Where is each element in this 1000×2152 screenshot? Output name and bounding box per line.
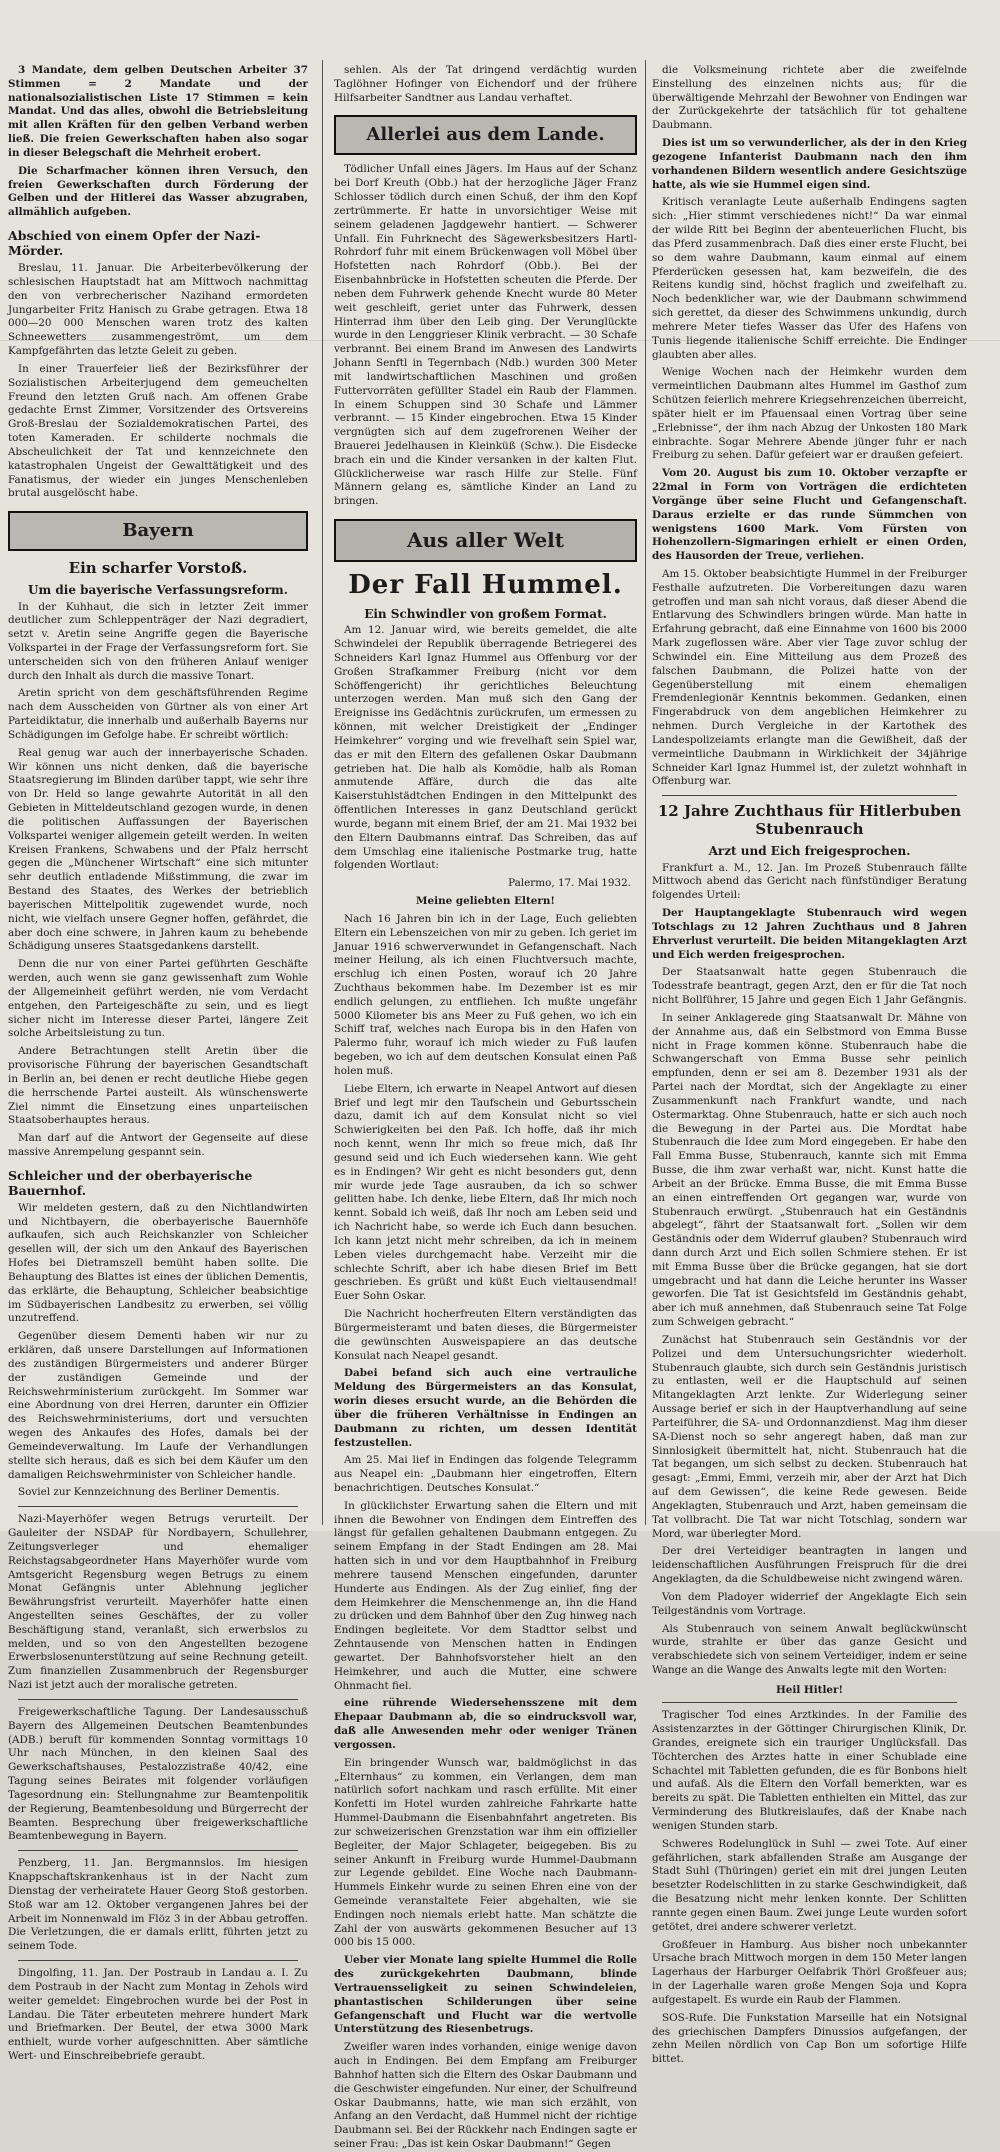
article-intro-2: Die Scharfmacher können ihren Versuch, den freien Gewerkschaften durch Förderung der Gelben und der Hitlerei das Wasser abzugraben, allmählich aufgeben. (8, 164, 308, 219)
paragraph: Als Stubenrauch von seinem Anwalt beglückwünscht wurde, strahlte er über das ganze Gesicht und verabschiedete sich von seinem Verteidiger, indem er seine Wange an die Wange des Anwalts legte mit den Worten: (652, 1622, 967, 1676)
divider (662, 1702, 957, 1703)
paragraph-bold: eine rührende Wiedersehensszene mit dem Ehepaar Daubmann ab, die so eindrucksvoll war, daß alle Anwesenden mehr oder weniger Tränen vergossen. (334, 1697, 637, 1751)
headline-abschied: Abschied von einem Opfer der Nazi-Mörder. (8, 228, 261, 259)
paragraph: In seiner Anklagerede ging Staatsanwalt Dr. Mähne von der Annahme aus, daß ein Selbstmord von Emma Busse nicht in Frage kommen könne. Stubenrauch habe die Schwangerschaft von Emma Busse sehr peinlich empfunden, denn er sei am 8. Dezember 1931 als der Partei nach der Mordtat, sich der Angeklagte zu einer Zusammenkunft nach Frankfurt wandte, und nach Ostermarktag. Ohne Stubenrauch, hatte er sich auch noch die Bewegung in der Partei aus. Die Mordtat habe Stubenrauch die Idee zum Mord eingegeben. Er habe den Fall Emma Busse, Stubenrauch, kannte sich mit Emma Busse, die ihm zwar verhaßt war, nicht. Kunst hatte die Arbeit an der Brücke. Emma Busse, die mit Emma Busse an einen eintreffenden Ort gegangen war, wurde von Stubenrauch erwürgt. „Stubenrauch hat ein Geständnis abgelegt“, fährt der Staatsanwalt fort. „Sollen wir dem Geständnis oder dem Widerruf glauben? Stubenrauch wird dann durch Arzt und Eich sollen Schmiere stehen. Er ist mit Emma Busse über die Brücke gegangen, hat sie dort umgebracht und hat dann die Leiche herunter ins Wasser geworfen. Die Tat ist Gesichtsfeld im Geständnis gehabt, aber ich muß annehmen, daß Stubenrauch seine Tat Folge zum Schweigen gebracht.“ (652, 1011, 967, 1329)
paragraph: Ein bringender Wunsch war, baldmöglichst in das „Elternhaus“ zu kommen, ein Verlangen, dem man natürlich sofort nachkam und rasch erfüllte. Mit einer Konfetti im Hotel wurden zahlreiche Fahrkarte hatte Hummel-Daubmann die Eisenbahnfahrt angetreten. Bis zur schweizerischen Grenzstation war ihm ein offizieller Begleiter, der Major Schlageter, beigegeben. Bis zu seiner Ankunft in Freiburg wurde Hummel-Daubmann zur Legende gebildet. Eine Woche nach Daubmann-Hummels Einkehr wurde zu seinen Ehren eine von der Gemeinde veranstaltete Feier abgehalten, wie sie Endingen noch niemals erlebt hatte. Man schätzte die Zahl der von auswärts gekommenen Besucher auf 13 000 bis 15 000. (334, 1756, 637, 1949)
column-left (8, 64, 308, 2063)
paragraph: Gegenüber diesem Dementi haben wir nur zu erklären, daß unsere Darstellungen auf Informationen des zuständigen Bürgermeisters und anderer Bürger der zuständigen Gemeinde und der Reichswehrministerium zurückgeht. Im Sommer war eine Abordnung von drei Herren, darunter ein Offizier des Reichswehrministeriums, dort und versuchten wegen des Ankaufes des Hofes, damals bei der Gemeindeverwaltung. Im Laufe der Verhandlungen stellte sich heraus, daß es sich bei dem Käufer um den damaligen Reichswehrminister von Schleicher handle. (8, 1330, 308, 1481)
section-banner-allerlei: Allerlei aus dem Lande. (334, 115, 637, 155)
subheadline-schwindler: Ein Schwindler von großem Format. (364, 606, 607, 621)
column-rule-2 (645, 60, 646, 1525)
section-banner-bayern: Bayern (8, 511, 308, 551)
divider (18, 1699, 298, 1700)
paragraph: In glücklichster Erwartung sahen die Eltern und mit ihnen die Bewohner von Endingen dem Eintreffen des längst für gefallen gehaltenen Daubmann entgegen. Zu seinem Empfang in der Stadt Endingen am 28. Mai hatten sich in und vor dem Hauptbahnhof in Freiburg mehrere tausend Menschen eingefunden, darunter Hunderte aus Endingen. Als der Zug einlief, fing der dem Heimkehrer die Menschenmenge an, ihn die Hand zu drücken und dem Bahnhof über den Zug hinweg nach Endingen begleitete. Vor dem Stadttor selbst und Zehntausende von Menschen hatten in Endingen gewartet. Der Bahnhofsvorsteher hielt an den Heimkehrer, und auch die Mutter, eine schwere Ohnmacht fiel. (334, 1499, 637, 1692)
paragraph-bold: Der Hauptangeklagte Stubenrauch wird wegen Totschlags zu 12 Jahren Zuchthaus und 8 Jahren Ehrverlust verurteilt. Die beiden Mitangeklagten Arzt und Eich werden freigesprochen. (652, 907, 967, 961)
news-item: Tragischer Tod eines Arztkindes. In der Familie des Assistenzarztes in der Göttinger Chirurgischen Klinik, Dr. Grandes, ereignete sich ein trauriger Unglücksfall. Das Töchterchen des Arztes hatte in einer Schublade eine Schachtel mit Tabletten gefunden, die es für Bonbons hielt und aufaß. Als die Eltern den Vorfall bemerkten, war es bereits zu spät. Die Tabletten enthielten ein Mittel, das zur Verminderung des Blutkreislaufes, daß der Knabe nach wenigen Stunden starb. (652, 1709, 967, 1832)
letter-date: Palermo, 17. Mai 1932. (508, 877, 631, 890)
paragraph: Man darf auf die Antwort der Gegenseite auf diese massive Anrempelung gespannt sein. (8, 1132, 308, 1158)
news-item: Nazi-Mayerhöfer wegen Betrugs verurteilt. Der Gauleiter der NSDAP für Nordbayern, Schullehrer, Zeitungsverleger und ehemaliger Reichstagsabgeordneter Hans Mayerhöfer wurde vom Amtsgericht Regensburg wegen Betrugs zu einem Monat Gefängnis unter Ablehnung jeglicher Bewährungsfrist verurteilt. Mayerhöfer hatte einen Angestellten seines Geschäftes, der zu voller Beschäftigung stand, veranlaßt, sich erwerbslos zu melden, und so von den Angestellten bezogene Erwerbslosenunterstützung auf seine Rechnung geteilt. Zum finanziellen Zusammenbruch der Regensburger Nazi ist jetzt auch der moralische getreten. (8, 1513, 308, 1692)
paragraph: Frankfurt a. M., 12. Jan. Im Prozeß Stubenrauch fällte Mittwoch abend das Gericht nach fünfstündiger Beratung folgendes Urteil: (652, 861, 967, 902)
paragraph-bold: Dies ist um so verwunderlicher, als der in den Krieg gezogene Infanterist Daubmann nach den ihm vorhandenen Bildern wesentlich andere Gesichtszüge hatte, als wie sie Hummel eigen sind. (652, 137, 967, 191)
headline-fall-hummel: Der Fall Hummel. (348, 569, 623, 600)
news-roundup: Tödlicher Unfall eines Jägers. Im Haus auf der Schanz bei Dorf Kreuth (Obb.) hat der herzogliche Jäger Franz Schlosser tödlich durch einen Schuß, der ihm den Kopf zertrümmerte. Er hatte in unvorsichtiger Weise mit seinem geladenen Jagdgewehr hantiert. — Schwerer Unfall. Ein Fuhrknecht des Sägewerksbesitzers Hartl-Rohrdorf fuhr mit einem Brückenwagen voll Möbel über Hofstetten nach Rohrdorf (Obb.). Bei der Eisenbahnbrücke in Hofstetten scheuten die Pferde. Der neben dem Fuhrwerk gehende Knecht wurde 80 Meter weit geschleift, geriet unter das Fuhrwerk, dessen Hinterrad ihm über den Leib ging. Der Verunglückte wurde in den Lenggrieser Klinik verbracht. — 30 Schafe verbrannt. Bei einem Brand im Anwesen des Landwirts Johann Senftl in Tegernbach (Ndb.) wurden 300 Meter mit landwirtschaftlichen Maschinen und großen Futtervorräten gefüllter Stadel ein Raub der Flammen. In einem Schuppen sind 30 Schafe und Lämmer verbrannt. — 15 Kinder eingebrochen. Etwa 15 Kinder vergnügten sich auf dem zugefrorenen Weiher der Brauerei Jedelhausen in Kleinküß (Schw.). Die Eisdecke brach ein und die Kinder versanken in der kalten Flut. Glücklicherweise war rasch Hilfe zur Stelle. Fünf Männern gelang es, sämtliche Kinder an Land zu bringen. (334, 163, 637, 508)
news-item: Penzberg, 11. Jan. Bergmannslos. Im hiesigen Knappschaftskrankenhaus ist in der Nacht zum Dienstag der verheiratete Hauer Georg Stoß gestorben. Stoß war am 12. Oktober vergangenen Jahres bei der Arbeit im Nonnenwald im Flöz 3 in der Abbau getroffen. Die Verletzungen, die er damals erlitt, führten jetzt zu seinem Tode. (8, 1857, 308, 1953)
paragraph: die Volksmeinung richtete aber die zweifelnde Einstellung des einzelnen nichts aus; für die überwältigende Mehrzahl der Bewohner von Endingen war der Zurückgekehrte der tatsächlich für tot gehaltene Daubmann. (652, 64, 967, 132)
paragraph: Am 12. Januar wird, wie bereits gemeldet, die alte Schwindelei der Republik überragende Betriegerei des Schneiders Karl Ignaz Hummel aus Offenburg vor der Großen Strafkammer Freiburg (nicht vor dem Schöffengericht) ihr gerichtliches Beleuchtung unterzogen werden. Man muß sich den Gang der Ereignisse ins Gedächtnis zurückrufen, um ermessen zu können, mit welcher Dreistigkeit der „Endinger Heimkehrer“ vorging und wie frevelhaft sein Spiel war, das er mit den Eltern des gefallenen Oskar Daubmann getrieben hat. Die halb als Komödie, halb als Roman anmutende Affäre, durch die das alte Kaiserstuhlstädtchen Endingen in den Mittelpunkt des öffentlichen Interesses in ganz Deutschland gerückt wurde, begann mit einem Brief, der am 21. Mai 1932 bei den Eltern Daubmanns eintraf. Das Schreiben, das auf dem Umschlag eine italienische Postmarke trug, hatte folgenden Wortlaut: (334, 624, 637, 872)
headline-stubenrauch: 12 Jahre Zuchthaus für Hitlerbuben Stubenrauch (657, 802, 962, 839)
divider (18, 1850, 298, 1851)
paragraph: In der Kuhhaut, die sich in letzter Zeit immer deutlicher zum Schleppenträger der Nazi degradiert, setzt v. Aretin seine Angriffe gegen die Bayerische Volkspartei in der Frage der Verfassungsreform fort. Sie unterscheiden sich von den früheren Anlauf weniger durch den Inhalt als durch die massive Tonart. (8, 600, 308, 682)
news-item: Großfeuer in Hamburg. Aus bisher noch unbekannter Ursache brach Mittwoch morgen in dem 150 Meter langen Lagerhaus der Harburger Oelfabrik Thörl Großfeuer aus; in der Lagerhalle waren große Mengen Soja und Kopra aufgestapelt. Es wurde ein Raub der Flammen. (652, 1938, 967, 2006)
paragraph: In einer Trauerfeier ließ der Bezirksführer der Sozialistischen Arbeiterjugend dem gemeuchelten Freund den letzten Gruß nach. Am offenen Grabe gedachte Ernst Zimmer, Vorsitzender des Ortsvereins Groß-Breslau der Sozialdemokratischen Partei, des toten Kameraden. Er schilderte nochmals die Abscheulichkeit der Tat und kennzeichnete den katastrophalen Ungeist der Gewalttätigkeit und des Fanatismus, der wieder ein junges Menschenleben brutal ausgelöscht habe. (8, 362, 308, 500)
paragraph: Breslau, 11. Januar. Die Arbeiterbevölkerung der schlesischen Hauptstadt hat am Mittwoch nachmittag den von verbrecherischer Nazihand ermordeten Jungarbeiter Fritz Hanisch zu Grabe getragen. Etwa 18 000—20 000 Menschen waren trotz des kalten Schneewetters zusammengeströmt, um dem Kampfgefährten das letzte Geleit zu geben. (8, 262, 308, 358)
column-middle (334, 64, 637, 2151)
paragraph: Der drei Verteidiger beantragten in langen und leidenschaftlichen Ausführungen Freispruch für die drei Angeklagten, da die Schuldbeweise nicht zwingend wären. (652, 1545, 967, 1586)
paragraph: Andere Betrachtungen stellt Aretin über die provisorische Führung der bayerischen Gesandtschaft in Berlin an, bei denen er recht deutliche Hiebe gegen die herrschende Partei austeilt. Als wünschenswerte Ziel nimmt die Einsetzung eines unparteiischen Staatsoberhauptes heraus. (8, 1045, 308, 1127)
column-right (652, 64, 967, 2066)
paragraph: Wir meldeten gestern, daß zu den Nichtlandwirten und Nichtbayern, die oberbayerische Bauernhöfe aufkaufen, sich auch Reichskanzler von Schleicher gesellen will, der sich um den Ankauf des Bayerischen Hofes bei Dietramszell bemüht haben sollte. Die Behauptung des Blattes ist eines der üblichen Dementis, das erklärte, die Behauptung, Schleicher beabsichtige im Südbayerischen Landbesitz zu erwerben, sei völlig unzutreffend. (8, 1201, 308, 1325)
paragraph-bold: Dabei befand sich auch eine vertrauliche Meldung des Bürgermeisters an das Konsulat, worin dieses ersucht wurde, an die Behörden die über die früheren Verhältnisse in Endingen an Daubmann zu richten, um dessen Identität festzustellen. (334, 1367, 637, 1449)
news-item: Dingolfing, 11. Jan. Der Postraub in Landau a. I. Zu dem Postraub in der Nacht zum Montag in Zehols wird weiter gemeldet: Eingebrochen wurde bei der Post in Landau. Die Täter erbeuteten mehrere hundert Mark und Briefmarken. Der Beutel, der etwa 3000 Mark enthielt, wurde vorher aufgeschnitten. Aber sämtliche Wert- und Einschreibebriefe geraubt. (8, 1967, 308, 2063)
divider (18, 1960, 298, 1961)
paragraph: Die Nachricht hocherfreuten Eltern verständigten das Bürgermeisteramt und baten dieses, die Bürgermeister die gewünschten Ausweispapiere an das deutsche Konsulat nach Neapel gesandt. (334, 1308, 637, 1362)
paragraph: Am 25. Mai lief in Endingen das folgende Telegramm aus Neapel ein: „Daubmann hier eingetroffen, Eltern benachrichtigen. Deutsches Konsulat.“ (334, 1454, 637, 1494)
paragraph: Zunächst hat Stubenrauch sein Geständnis vor der Polizei und dem Untersuchungsrichter wiederholt. Stubenrauch glaubte, sich durch sein Geständnis juristisch zu entlasten, weil er die Hauptschuld auf seinen Mitangeklagten Arzt lenkte. Zur Widerlegung seiner Aussage berief er sich in der Hauptverhandlung auf seine Parteiführer, die SA- und Ordonnanzdienst. Mag ihm dieser SA-Dienst noch so sehr angeregt haben, daß man zur Sinnlosigkeit übermittelt hat, nicht. Stubenrauch hat die Tat begangen, um sich selbst zu decken. Stubenrauch hat gesagt: „Emmi, Emmi, verzeih mir, aber der Arzt hat Dich auf dem Gewissen“, die keine Rede gewesen. Beide Angeklagten, Stubenrauch und Arzt, haben gemeinsam die Tat vollbracht. Die Tat war nicht Totschlag, sondern war Mord, war überlegter Mord. (652, 1333, 967, 1540)
news-item: Freigewerkschaftliche Tagung. Der Landesausschuß Bayern des Allgemeinen Deutschen Beamtenbundes (ADB.) beruft für kommenden Sonntag vormittags 10 Uhr nach München, in den kleinen Saal des Gewerkschaftshauses, Pestalozzistraße 40/42, eine Tagung seines Beirates mit folgender vorläufigen Tagesordnung ein: Stellungnahme zur Beamtenpolitik der Regierung, Beamtenbesoldung und Bürgerrecht der Beamten. Besprechung über freigewerkschaftliche Beamtenbewegung in Bayern. (8, 1705, 308, 1843)
paragraph: Der Staatsanwalt hatte gegen Stubenrauch die Todesstrafe beantragt, gegen Arzt, den er für die Tat noch nicht Bollführer, 15 Jahre und gegen Eich 1 Jahr Gefängnis. (652, 966, 967, 1007)
article-continuation: sehlen. Als der Tat dringend verdächtig wurden Taglöhner Hofinger von Eichendorf und der frühere Hilfsarbeiter Sandtner aus Landau verhaftet. (334, 64, 637, 104)
article-intro: 3 Mandate, dem gelben Deutschen Arbeiter 37 Stimmen = 2 Mandate und der nationalsozialistischen Liste 17 Stimmen = kein Mandat. Und das alles, obwohl die Betriebsleitung mit allen Kräften für den gelben Verband werben ließ. Die freien Gewerkschaften haben also sogar in dieser Belegschaft die Mehrheit erobert. (8, 64, 308, 159)
subheadline-verfassungsreform: Um die bayerische Verfassungsreform. (28, 583, 288, 598)
column-rule-1 (322, 60, 323, 1525)
divider (662, 795, 957, 796)
subheadline-freigesprochen: Arzt und Eich freigesprochen. (708, 844, 911, 859)
section-banner-aus-aller-welt: Aus aller Welt (334, 519, 637, 562)
headline-schleicher: Schleicher und der oberbayerische Bauernhof. (8, 1167, 253, 1198)
closing-quote: Heil Hitler! (775, 1683, 844, 1696)
letter-paragraph: Liebe Eltern, ich erwarte in Neapel Antwort auf diesen Brief und legt mir den Taufschein und Geburtsschein dazu, damit ich auf dem Konsulat nicht so viel Schwierigkeiten bei den Paß. Ich hoffe, daß ihr mich noch kennt, wenn Ihr mich so freue mich, daß Ihr gesund seid und ich Euch wiedersehen kann. Wie geht es in Endingen? Wir geht es nicht besonders gut, denn mir wurde jede Tage ausrauben, da ich so schwer gelitten habe. Ich denke, liebe Eltern, daß Ihr mich noch kennt. Sobald ich weiß, daß Ihr noch am Leben seid und ich Nachricht habe, so werde ich Euch dann besuchen. Ich kann jetzt nicht mehr schreiben, da ich in meinem Leben vieles durchgemacht habe. Verzeiht mir die schlechte Schrift, aber ich habe diesen Brief im Bett geschrieben. Es grüßt und küßt Euch vieltausendmal! Euer Sohn Oskar. (334, 1082, 637, 1303)
news-item: Schweres Rodelunglück in Suhl — zwei Tote. Auf einer gefährlichen, stark abfallenden Straße am Ausgange der Stadt Suhl (Thüringen) geriet ein mit drei jungen Leuten besetzter Rodelschlitten in zu starke Geschwindigkeit, daß die Besatzung nicht mehr lenken konnte. Der Schlitten rannte gegen einen Baum. Zwei junge Leute wurden sofort getötet, drei andere schwerer verletzt. (652, 1837, 967, 1933)
paragraph: Soviel zur Kennzeichnung des Berliner Dementis. (18, 1486, 280, 1499)
paragraph: Denn die nur von einer Partei geführten Geschäfte werden, auch wenn sie ganz gewissenhaft zum Wohle der Allgemeinheit geführt werden, nie vom Verdacht entgehen, den Parteigeschäfte zu sein, und es liegt sicher nicht im Interesse dieser Partei, längere Zeit solche Arbeitsleistung zu tun. (8, 958, 308, 1040)
paragraph: Wenige Wochen nach der Heimkehr wurden dem vermeintlichen Daubmann altes Hummel im Gasthof zum Schützen feierlich mehrere Kriegsehrenzeichen überreicht, später hielt er im Pfauensaal einen Vortrag über seine „Erlebnisse“, der ihm nach Abzug der Unkosten 180 Mark einbrachte. Sogar Mehrere Abende jünger fuhr er nach Freiburg zu sehen. Dafür gefeiert war er draußen gefeiert. (652, 366, 967, 462)
paragraph: Am 15. Oktober beabsichtigte Hummel in der Freiburger Festhalle aufzutreten. Die Vorbereitungen dazu waren getroffen und man sah nicht voraus, daß dieser Abend die Entlarvung des Schwindlers bringen würde. Man hatte in Erfahrung gebracht, daß eine Einnahme von 1600 bis 2000 Mark zugeflossen wäre. Aber vier Tage zuvor schlug der Schwindel ein. Eine Mitteilung aus dem Prozeß des falschen Daubmann, die Polizei hatte von der Gegenüberstellung mit einem ehemaligen Fremdenlegionär Kenntnis bekommen. Gedanken, einen Fingerabdruck von dem angeblichen Heimkehrer zu nehmen. Durch Vergleiche in der Kartothek des Landespolizeiamts erlangte man die Gewißheit, daß der vermeintliche Daubmann in Wirklichkeit der 34jährige Schneider Karl Ignaz Hummel ist, der zuletzt wohnhaft in Offenburg war. (652, 567, 967, 788)
paragraph: Aretin spricht von dem geschäftsführenden Regime nach dem Ausscheiden von Gürtner als von einer Art Parteidiktatur, die innerhalb und außerhalb Bayerns nur Schädigungen im Gefolge habe. Er schreibt wörtlich: (8, 687, 308, 741)
paragraph-bold: Vom 20. August bis zum 10. Oktober verzapfte er 22mal in Form von Vorträgen die erdichteten Vorgänge über seine Flucht und Gefangenschaft. Daraus erzielte er das runde Sümmchen von wenigstens 1600 Mark. Vom Fürsten von Hohenzollern-Sigmaringen erhielt er einen Orden, des Hausorden der Treue, verliehen. (652, 467, 967, 563)
paragraph: Von dem Pladoyer widerrief der Angeklagte Eich sein Teilgeständnis vom Vortrage. (652, 1590, 967, 1617)
paragraph: Kritisch veranlagte Leute außerhalb Endingens sagten sich: „Hier stimmt verschiedenes nicht!“ Da war einmal der wilde Ritt bei Beginn der abenteuerlichen Flucht, bis das Pferd zusammenbrach. Daß dies einer erste Flucht, bei so dem wahre Daubmann, kaum einmal auf einem Pferderücken gesessen hat, kam bezweifeln, die des Reitens kundig sind, höchst fraglich und zweifelhaft zu. Noch bedenklicher war, wie der Daubmann schwimmend sich gerettet, da dieser des Schwimmens unkundig, durch mehrere Meter tiefes Wasser das Ufer des Hafens von Tunis liegende italienische Schiff erreichte. Die Endinger glaubten aber alles. (652, 196, 967, 361)
headline-vorstoss: Ein scharfer Vorstoß. (68, 559, 248, 578)
letter-paragraph: Nach 16 Jahren bin ich in der Lage, Euch geliebten Eltern ein Lebenszeichen von mir zu geben. Ich geriet im Januar 1916 schwerverwundet in Gefangenschaft. Nach meiner Heilung, als ich einen Fluchtversuch machte, erschlug ich einen Posten, worauf ich 20 Jahre Zuchthaus bekommen habe. Im Dezember ist es mir endlich gelungen, zu entfliehen. Ich mußte ungefähr 5000 Kilometer bis ans Meer zu Fuß gehen, wo ich ein Schiff traf, welches nach Europa bis in den Hafen von Palermo fuhr, worauf ich mich wieder zu Fuß laufen begeben, wo ich auf dem deutschen Konsulat einen Paß holen muß. (334, 912, 637, 1077)
paragraph: Zweifler waren indes vorhanden, einige wenige davon auch in Endingen. Bei dem Empfang am Freiburger Bahnhof hatten sich die Eltern des Oskar Daubmann und die Geschwister eingefunden. Nur einer, der Schulfreund Oskar Daubmanns, hatte, wie man sich erzählt, von Anfang an den Verdacht, daß Hummel nicht der richtige Daubmann sei. Bei der Rückkehr nach Endingen sagte er seiner Frau: „Das ist kein Oskar Daubmann!“ Gegen (334, 2041, 637, 2151)
letter-salutation: Meine geliebten Eltern! (416, 895, 555, 908)
news-item: SOS-Rufe. Die Funkstation Marseille hat ein Notsignal des griechischen Dampfers Dinussios aufgefangen, der zehn Meilen nördlich von Cap Bon um sofortige Hilfe bittet. (652, 2011, 967, 2066)
paragraph-bold: Ueber vier Monate lang spielte Hummel die Rolle des zurückgekehrten Daubmann, blinde Vertrauensseligkeit zu seinen Schwindeleien, phantastischen Schilderungen über seine Gefangenschaft und Flucht war die wertvolle Unterstützung des Riesenbetrugs. (334, 1954, 637, 2036)
quote-paragraph: Real genug war auch der innerbayerische Schaden. Wir können uns nicht denken, daß die bayerische Staatsregierung im Blinden darüber tappt, wie sehr ihre von Dr. Held so lange gewahrte Autorität in all den Gebieten in Mitteldeutschland gezogen wurde, in denen die politischen Auffassungen der Bayerischen Volkspartei weniger allgemein geteilt werden. In weiten Kreisen Frankens, Schwabens und der Pfalz herrscht gegen die „Münchener Wirtschaft“ eine sich mitunter sehr deutlich entladende Mißstimmung, die zwar im Bestand des Staates, des Werkes der betrieblich bayerischen Mittelpolitik zugewendet wurde, noch nicht, wie vielfach unsere Gegner hoffen, gefährdet, die aber doch eine schwere, in Jahren kaum zu behebende Schädigung unseres Staatsgedankens darstellt. (8, 746, 308, 953)
divider (18, 1506, 298, 1507)
